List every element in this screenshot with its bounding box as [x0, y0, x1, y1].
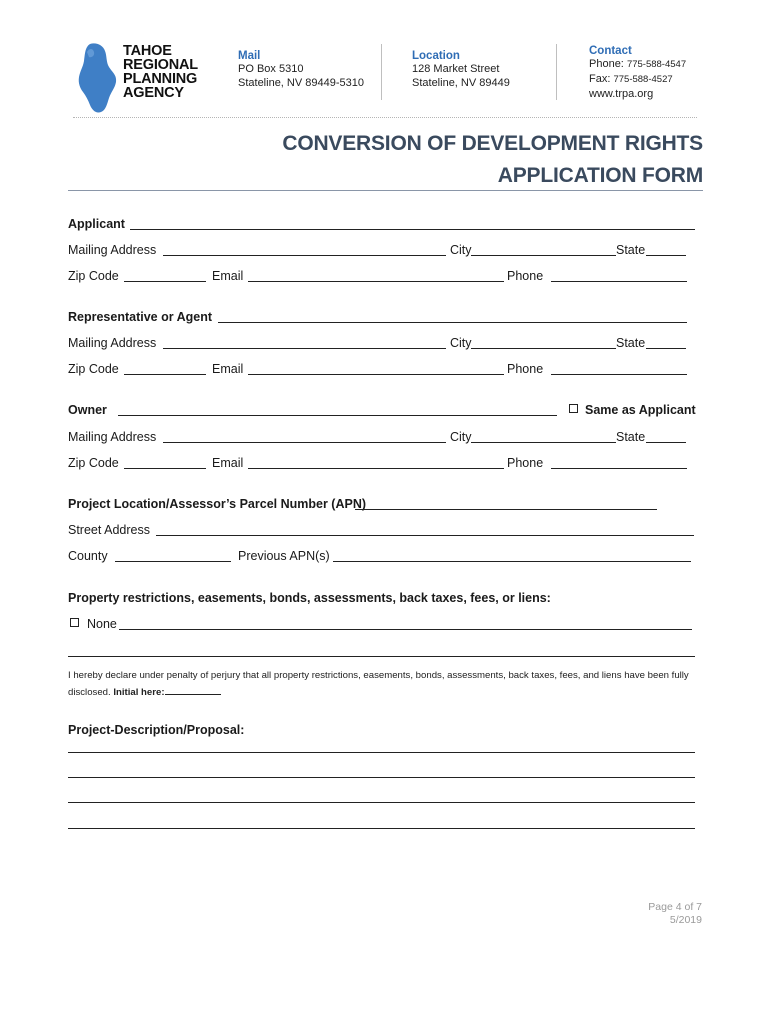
- email-field[interactable]: [248, 468, 504, 469]
- county-label: County: [68, 549, 108, 563]
- mail-block: [238, 50, 364, 90]
- none-label: None: [87, 617, 117, 631]
- email-label: Email: [212, 456, 244, 470]
- applicant-label: Applicant: [68, 217, 125, 231]
- phone-field[interactable]: [551, 374, 687, 375]
- location-block: [412, 50, 510, 90]
- logo-wordmark: [123, 44, 198, 100]
- logo-line: PLANNING: [123, 71, 198, 87]
- location-street: 128 Market Street: [412, 63, 500, 75]
- phone-number: 775-588-4547: [626, 59, 687, 70]
- phone-label: Phone: [507, 269, 544, 283]
- declaration-text: [68, 669, 698, 700]
- county-field[interactable]: [115, 561, 231, 562]
- form-title: [68, 128, 703, 192]
- street-address-label: Street Address: [68, 523, 150, 537]
- mailing-address-field[interactable]: [163, 255, 446, 256]
- fax-number: 775-588-4527: [613, 74, 673, 85]
- title-underline: [68, 190, 703, 191]
- email-label: Email: [212, 269, 244, 283]
- page-footer: [648, 901, 702, 927]
- phone-label: Phone: [507, 362, 544, 376]
- logo-line: REGIONAL: [123, 57, 198, 73]
- location-title: Location: [412, 50, 460, 62]
- state-field[interactable]: [646, 255, 686, 256]
- page-number: Page 4 of 7: [648, 901, 702, 913]
- contact-phone-line: [589, 57, 686, 72]
- contact-fax-line: [589, 72, 686, 87]
- zip-code-label: Zip Code: [68, 269, 119, 283]
- fax-label: Fax:: [589, 73, 611, 85]
- mailing-address-label: Mailing Address: [68, 243, 157, 257]
- mailing-address-label: Mailing Address: [68, 430, 157, 444]
- restrictions-field-continued[interactable]: [68, 656, 695, 657]
- mailing-address-field[interactable]: [163, 442, 446, 443]
- declaration-statement: I hereby declare under penalty of perjury that all property restrictions, easements, bonds, assessments, back taxes, fees, and liens have been fully disclosed.: [68, 670, 689, 698]
- same-as-applicant-label: Same as Applicant: [585, 403, 696, 417]
- website-link[interactable]: www.trpa.org: [589, 88, 654, 100]
- state-field[interactable]: [646, 348, 686, 349]
- title-line-2: APPLICATION FORM: [497, 164, 703, 187]
- mail-title: Mail: [238, 50, 261, 62]
- contact-block: [589, 45, 686, 101]
- email-field[interactable]: [248, 374, 504, 375]
- city-field[interactable]: [471, 442, 616, 443]
- phone-label: Phone: [507, 456, 544, 470]
- mail-city-line: Stateline, NV 89449-5310: [238, 77, 364, 89]
- zip-code-label: Zip Code: [68, 362, 119, 376]
- header-divider: [556, 44, 557, 100]
- project-location-label: Project Location/Assessor’s Parcel Number (APN): [68, 497, 367, 511]
- project-description-line[interactable]: [68, 802, 695, 803]
- representative-label: Representative or Agent: [68, 310, 213, 324]
- city-label: City: [450, 336, 472, 350]
- state-label: State: [616, 430, 646, 444]
- project-description-label: Project-Description/Proposal:: [68, 723, 245, 737]
- phone-label: Phone:: [589, 58, 624, 70]
- previous-apn-field[interactable]: [333, 561, 691, 562]
- contact-title: Contact: [589, 45, 632, 57]
- phone-field[interactable]: [551, 468, 687, 469]
- project-description-line[interactable]: [68, 777, 695, 778]
- city-field[interactable]: [471, 348, 616, 349]
- none-checkbox[interactable]: [70, 618, 79, 627]
- initial-field[interactable]: [165, 684, 221, 695]
- city-label: City: [450, 430, 472, 444]
- zip-code-label: Zip Code: [68, 456, 119, 470]
- lake-tahoe-logo-icon: [76, 42, 122, 114]
- zip-code-field[interactable]: [124, 374, 206, 375]
- apn-field[interactable]: [355, 509, 657, 510]
- same-as-applicant-checkbox[interactable]: [569, 404, 578, 413]
- project-description-line[interactable]: [68, 828, 695, 829]
- restrictions-field[interactable]: [119, 629, 692, 630]
- street-address-field[interactable]: [156, 535, 694, 536]
- header-divider: [381, 44, 382, 100]
- restrictions-label: Property restrictions, easements, bonds, assessments, back taxes, fees, or liens:: [68, 591, 551, 605]
- revision-date: 5/2019: [669, 914, 702, 926]
- state-field[interactable]: [646, 442, 686, 443]
- header-rule: [73, 117, 697, 118]
- phone-field[interactable]: [551, 281, 687, 282]
- email-field[interactable]: [248, 281, 504, 282]
- applicant-name-field[interactable]: [130, 229, 695, 230]
- title-line-1: CONVERSION OF DEVELOPMENT RIGHTS: [282, 132, 703, 155]
- owner-name-field[interactable]: [118, 415, 557, 416]
- previous-apn-label: Previous APN(s): [238, 549, 330, 563]
- zip-code-field[interactable]: [124, 468, 206, 469]
- representative-name-field[interactable]: [218, 322, 687, 323]
- project-description-line[interactable]: [68, 752, 695, 753]
- initial-here-label: Initial here:: [113, 686, 165, 698]
- state-label: State: [616, 336, 646, 350]
- zip-code-field[interactable]: [124, 281, 206, 282]
- mailing-address-field[interactable]: [163, 348, 446, 349]
- mailing-address-label: Mailing Address: [68, 336, 157, 350]
- state-label: State: [616, 243, 646, 257]
- city-field[interactable]: [471, 255, 616, 256]
- logo-line: AGENCY: [123, 85, 184, 101]
- city-label: City: [450, 243, 472, 257]
- mail-po-box: PO Box 5310: [238, 63, 304, 75]
- email-label: Email: [212, 362, 244, 376]
- owner-label: Owner: [68, 403, 107, 417]
- location-city-line: Stateline, NV 89449: [412, 77, 510, 89]
- logo-line: TAHOE: [123, 43, 172, 59]
